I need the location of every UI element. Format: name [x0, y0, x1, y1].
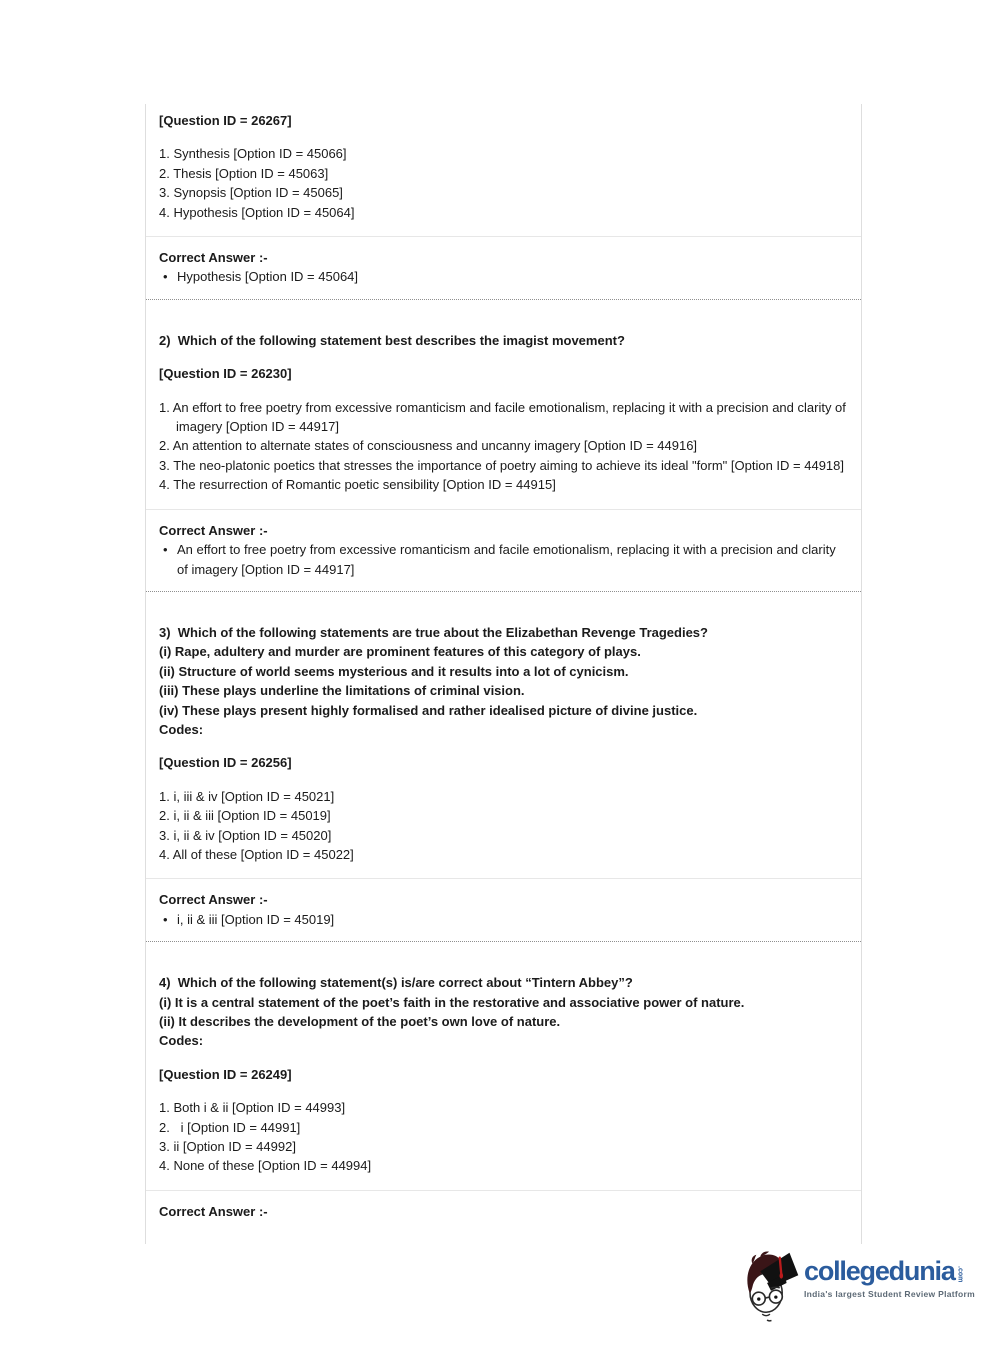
question-block [146, 300, 861, 510]
question-text: 2) Which of the following statement best describes the imagist movement? [159, 332, 625, 348]
options-list [159, 398, 848, 495]
collegedunia-mascot-icon [740, 1244, 800, 1322]
question-statement-iii: (iii) These plays underline the limitations of criminal vision. [159, 683, 525, 699]
question-block [146, 592, 861, 879]
exam-answer-key-page [145, 104, 862, 1244]
collegedunia-logo-text [804, 1256, 975, 1299]
option-item: 4. None of these [Option ID = 44994] [159, 1158, 372, 1174]
question-statement-iv: (iv) These plays present highly formalised and rather idealised picture of divine justice. [159, 702, 698, 718]
correct-answer-item: • Hypothesis [Option ID = 45064] [159, 267, 848, 286]
answer-block [146, 237, 861, 300]
answer-block [146, 1191, 861, 1233]
option-item: 3. i, ii & iv [Option ID = 45020] [159, 827, 332, 843]
answer-block [146, 510, 861, 592]
question-id: [Question ID = 26230] [159, 366, 292, 382]
question-text: 4) Which of the following statement(s) is/are correct about “Tintern Abbey”? [159, 975, 633, 991]
option-item: 2. Thesis [Option ID = 45063] [159, 165, 329, 181]
collegedunia-tagline: India's largest Student Review Platform [804, 1289, 976, 1299]
option-item: 4. Hypothesis [Option ID = 45064] [159, 204, 355, 220]
option-item: 2. An attention to alternate states of consciousness and uncanny imagery [Option ID = 44916] [159, 438, 698, 454]
collegedunia-tld-text: .com [956, 1265, 964, 1282]
option-item: 4. The resurrection of Romantic poetic sensibility [Option ID = 44915] [159, 477, 556, 493]
answer-block [146, 879, 861, 942]
option-item: 4. All of these [Option ID = 45022] [159, 846, 354, 862]
question-id: [Question ID = 26267] [159, 113, 292, 128]
correct-answer-label: Correct Answer :- [159, 250, 268, 266]
question-statement-ii: (ii) Structure of world seems mysterious and it results into a lot of cynicism. [159, 663, 629, 679]
option-item: 1. Both i & ii [Option ID = 44993] [159, 1100, 346, 1116]
option-item: 3. The neo-platonic poetics that stresses the importance of poetry aiming to achieve its ideal "form" [Option ID = 44918] [159, 457, 844, 473]
correct-answer-label: Correct Answer :- [159, 892, 268, 908]
question-group-26267 [146, 104, 861, 300]
option-item: 2. i, ii & iii [Option ID = 45019] [159, 808, 331, 824]
correct-answer-label: Correct Answer :- [159, 522, 268, 538]
question-block [146, 942, 861, 1191]
question-id: [Question ID = 26256] [159, 755, 292, 771]
question-codes-label: Codes: [159, 1033, 204, 1049]
question-block [146, 104, 861, 237]
option-item: 2. i [Option ID = 44991] [159, 1119, 301, 1135]
question-codes-label: Codes: [159, 721, 204, 737]
question-group-26249 [146, 942, 861, 1233]
question-id: [Question ID = 26249] [159, 1066, 292, 1082]
correct-answer-item: • i, ii & iii [Option ID = 45019] [159, 910, 848, 929]
question-text: 3) Which of the following statements are true about the Elizabethan Revenge Tragedies? [159, 624, 708, 640]
collegedunia-brand-text: collegedunia [804, 1256, 955, 1286]
question-statement-i: (i) It is a central statement of the poet’s faith in the restorative and associative power of nature. [159, 994, 745, 1010]
question-group-26256 [146, 592, 861, 942]
correct-answer-item: • An effort to free poetry from excessive romanticism and facile emotionalism, replacing it with a precision and clarity of imagery [Option ID = 44917] [159, 540, 848, 579]
question-statement-ii: (ii) It describes the development of the poet’s own love of nature. [159, 1014, 561, 1029]
option-item: 3. Synopsis [Option ID = 45065] [159, 185, 343, 201]
option-item: 1. i, iii & iv [Option ID = 45021] [159, 788, 335, 804]
question-group-26230 [146, 300, 861, 592]
options-list [159, 144, 848, 222]
options-list [159, 787, 848, 865]
option-item: 3. ii [Option ID = 44992] [159, 1139, 296, 1155]
option-item: 1. An effort to free poetry from excessive romanticism and facile emotionalism, replacing it with a precision and clarity of imagery [Option ID = 44917] [159, 399, 850, 435]
options-list [159, 1098, 848, 1176]
option-item: 1. Synthesis [Option ID = 45066] [159, 146, 347, 162]
correct-answer-label: Correct Answer :- [159, 1203, 268, 1219]
question-statement-i: (i) Rape, adultery and murder are prominent features of this category of plays. [159, 644, 641, 660]
collegedunia-logo [740, 1244, 975, 1322]
